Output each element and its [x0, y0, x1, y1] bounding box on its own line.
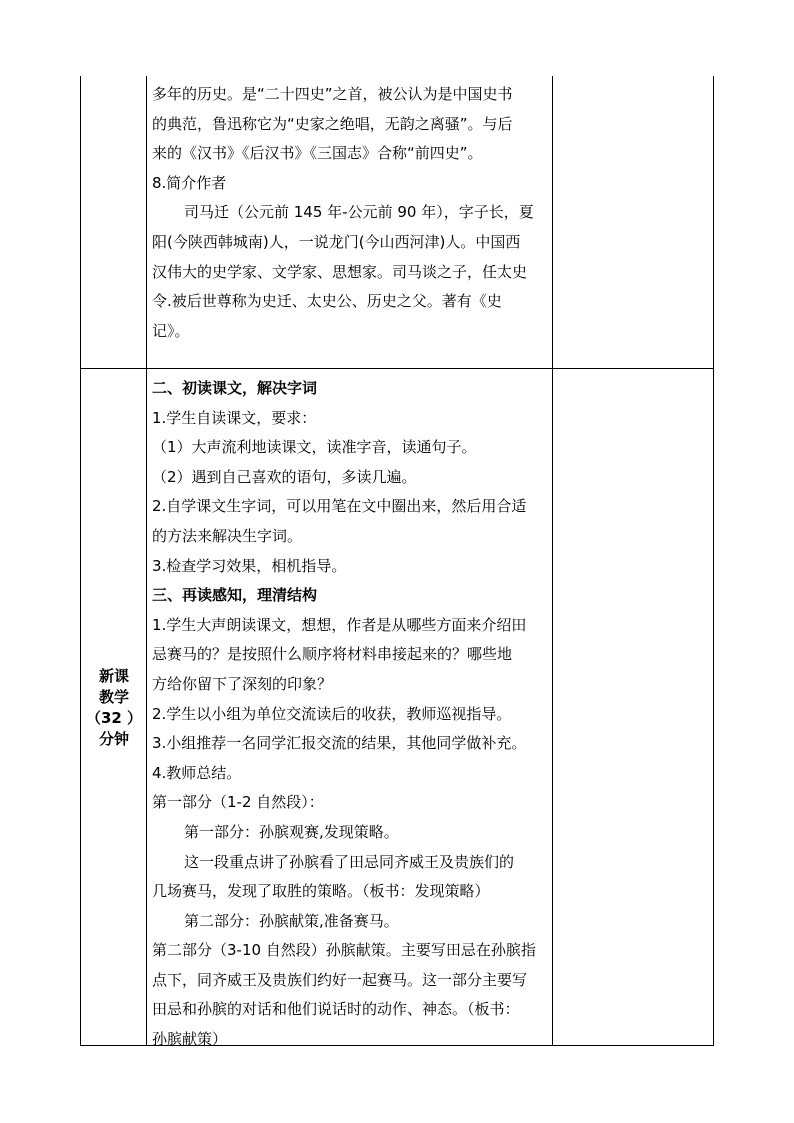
- text-line: 忌赛马的？是按照什么顺序将材料串接起来的？哪些地: [152, 645, 513, 664]
- text-line: 令.被后世尊称为史迁、太史公、历史之父。著有《史: [152, 292, 502, 311]
- text-line: 来的《汉书》《后汉书》《三国志》合称“前四史”。: [152, 144, 483, 163]
- text-line: 田忌和孙膑的对话和他们说话时的动作、神态。（板书：: [152, 1000, 520, 1019]
- text-line: （1）大声流利地读课文，读准字音，读通句子。: [152, 438, 477, 457]
- section-heading: 三、再读感知，理清结构: [152, 586, 318, 605]
- text-line: 几场赛马，发现了取胜的策略。（板书：发现策略）: [152, 882, 490, 901]
- text-line: 2.学生以小组为单位交流读后的收获，教师巡视指导。: [152, 704, 512, 723]
- text-line: 8.简介作者: [152, 173, 227, 192]
- text-line: 司马迁（公元前 145 年-公元前 90 年），字子长，夏: [184, 203, 534, 222]
- label-column-divider: [146, 76, 147, 1046]
- text-line: 第二部分：孙膑献策,准备赛马。: [184, 911, 399, 930]
- text-line: 汉伟大的史学家、文学家、思想家。司马谈之子，任太史: [152, 262, 528, 281]
- row-divider: [80, 368, 714, 369]
- section-label: [84, 666, 144, 750]
- notes-column-divider: [552, 76, 553, 1046]
- text-line: 3.小组推荐一名同学汇报交流的结果，其他同学做补充。: [152, 734, 527, 753]
- table-left-border: [80, 76, 81, 1046]
- section-heading: 二、初读课文，解决字词: [152, 379, 318, 397]
- table-right-border: [713, 76, 714, 1046]
- section-label-line: （32 ）: [85, 709, 143, 727]
- text-line: 1.学生自读课文，要求：: [152, 408, 317, 427]
- text-line: 2.自学课文生字词，可以用笔在文中圈出来，然后用合适: [152, 497, 527, 516]
- text-line: 第一部分（1-2 自然段）：: [152, 793, 324, 812]
- text-line: 记》。: [152, 321, 190, 340]
- text-line: 4.教师总结。: [152, 763, 242, 782]
- text-line: 第一部分：孙膑观赛,发现策略。: [184, 822, 399, 841]
- text-line: 阳(今陕西韩城南)人，一说龙门(今山西河津)人。中国西: [152, 232, 521, 251]
- text-line: 孙膑献策）: [152, 1030, 228, 1049]
- section-label-line: 新课: [98, 667, 129, 685]
- text-line: 这一段重点讲了孙膑看了田忌同齐威王及贵族们的: [184, 852, 515, 871]
- text-line: 的典范，鲁迅称它为“史家之绝唱，无韵之离骚”。与后: [152, 114, 513, 133]
- intro-content-cell: [152, 80, 550, 346]
- text-line: 的方法来解决生字词。: [152, 526, 303, 545]
- section-label-line: 分钟: [98, 730, 129, 748]
- text-line: （2）遇到自己喜欢的语句，多读几遍。: [152, 467, 417, 486]
- text-line: 1.学生大声朗读课文，想想，作者是从哪些方面来介绍田: [152, 615, 527, 634]
- text-line: 3.检查学习效果，相机指导。: [152, 556, 347, 575]
- text-line: 点下，同齐威王及贵族们约好一起赛马。这一部分主要写: [152, 970, 528, 989]
- new-lesson-content-cell: [152, 374, 550, 1055]
- text-line: 第二部分（3-10 自然段）孙膑献策。主要写田忌在孙膑指: [152, 941, 536, 960]
- text-line: 多年的历史。是“二十四史”之首，被公认为是中国史书: [152, 85, 513, 103]
- text-line: 方给你留下了深刻的印象？: [152, 674, 333, 693]
- section-label-line: 教学: [98, 688, 129, 706]
